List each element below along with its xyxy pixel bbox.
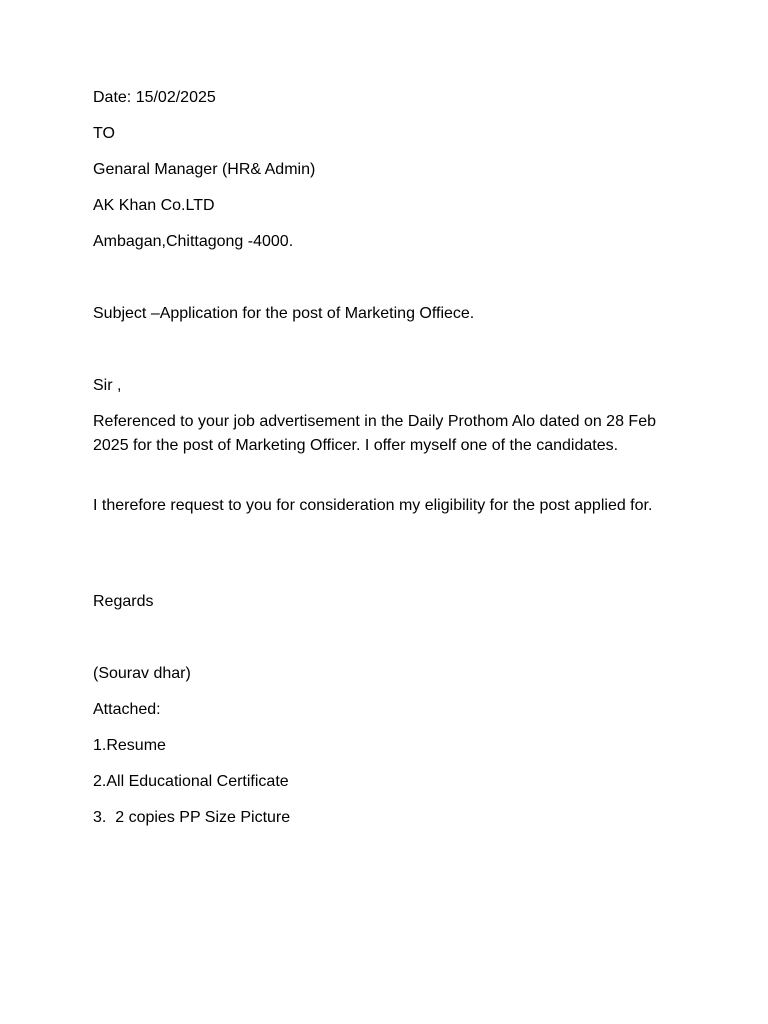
letter-date: Date: 15/02/2025 (93, 89, 216, 106)
recipient-title: Genaral Manager (HR& Admin) (93, 161, 316, 178)
attached-label: Attached: (93, 701, 161, 718)
signature-name: (Sourav dhar) (93, 665, 191, 682)
to-label: TO (93, 125, 115, 142)
letter-subject: Subject –Application for the post of Marketing Offiece. (93, 305, 475, 322)
salutation: Sir , (93, 377, 122, 394)
body-paragraph: I therefore request to you for consideration my eligibility for the post applied for. (93, 497, 653, 514)
recipient-company: AK Khan Co.LTD (93, 197, 215, 214)
closing: Regards (93, 593, 154, 610)
attachment-item: 1.Resume (93, 737, 166, 754)
attachment-item: 2.All Educational Certificate (93, 773, 289, 790)
body-paragraph: Referenced to your job advertisement in the Daily Prothom Alo dated on 28 Feb 2025 for the post of Marketing Officer. I offer myself one of the candidates. (93, 413, 656, 454)
recipient-address: Ambagan,Chittagong -4000. (93, 233, 294, 250)
attachment-item: 3. 2 copies PP Size Picture (93, 809, 291, 826)
